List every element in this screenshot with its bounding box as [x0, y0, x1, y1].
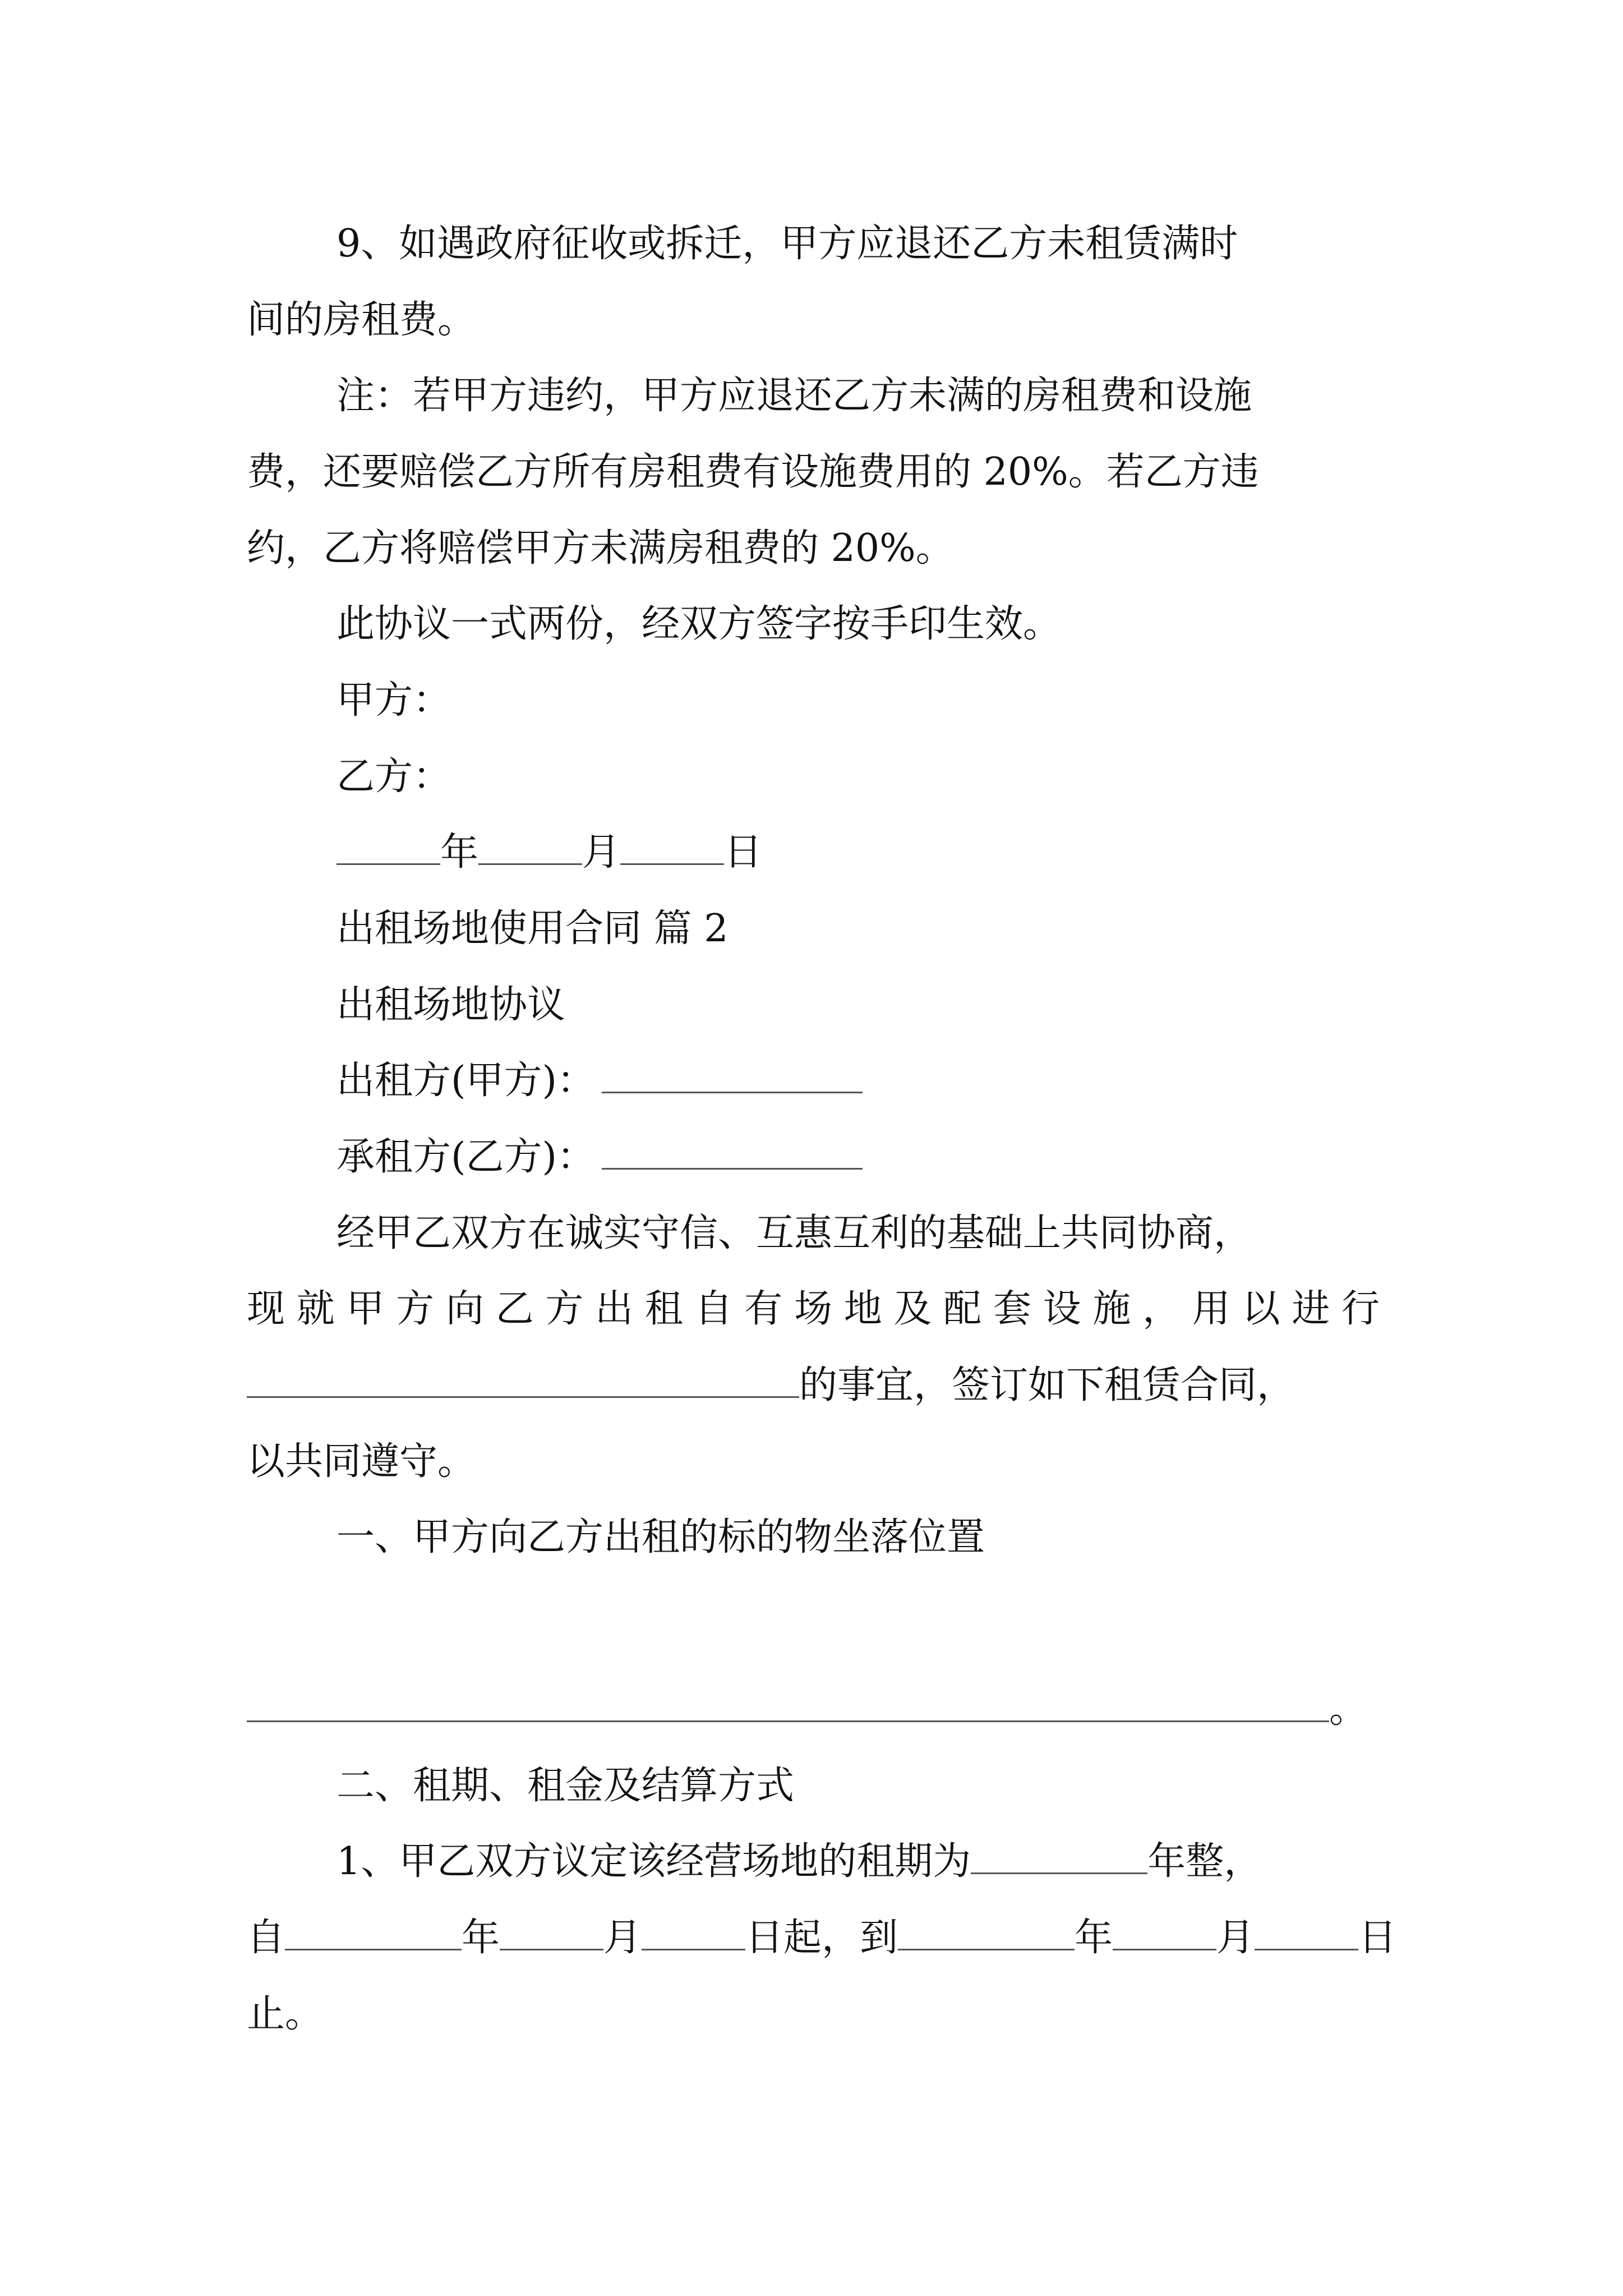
term-line-2 — [247, 1907, 1396, 1969]
term-text-before: 1、甲乙双方议定该经营场地的租期为 — [336, 1839, 971, 1884]
start-day-blank — [642, 1916, 745, 1950]
term-years-blank — [971, 1840, 1147, 1874]
effect-statement: 此协议一式两份，经双方签字按手印生效。 — [336, 602, 1062, 646]
start-month-blank — [500, 1916, 603, 1950]
month-label: 月 — [582, 830, 621, 875]
end-month-label: 月 — [1216, 1916, 1255, 1960]
lessor-label: 出租方(甲方)： — [336, 1059, 596, 1103]
note-line-2: 费，还要赔偿乙方所有房租费有设施费用的 20%。若乙方违 — [247, 450, 1259, 494]
start-year-blank — [285, 1916, 462, 1950]
note-line-1: 注：若甲方违约，甲方应退还乙方未满的房租费和设施 — [336, 374, 1252, 418]
party-b-label: 乙方： — [336, 754, 451, 799]
lessee-blank — [602, 1135, 863, 1170]
lessor-blank — [602, 1059, 863, 1093]
end-year-label: 年 — [1075, 1916, 1113, 1960]
term-text-after: 年整， — [1147, 1839, 1262, 1884]
term-line-3: 止。 — [247, 1992, 324, 2036]
intro-line-4: 以共同遵守。 — [247, 1439, 476, 1484]
year-blank — [336, 831, 440, 865]
lessor-line — [336, 1050, 863, 1112]
intro-line-3 — [247, 1355, 1295, 1416]
month-blank — [478, 831, 582, 865]
intro-text-3: 的事宜，签订如下租赁合同， — [799, 1363, 1295, 1407]
section-title: 出租场地使用合同 篇 2 — [336, 907, 728, 951]
term-heading: 二、租期、租金及结算方式 — [336, 1764, 795, 1808]
end-day-blank — [1255, 1916, 1358, 1950]
clause-9-line-1: 9、如遇政府征收或拆迁，甲方应退还乙方未租赁满时 — [336, 222, 1238, 266]
term-from: 自 — [247, 1916, 285, 1960]
purpose-blank — [247, 1364, 799, 1398]
end-year-blank — [898, 1916, 1075, 1950]
year-label: 年 — [440, 830, 479, 875]
start-day-label: 日起，到 — [745, 1916, 898, 1960]
location-blank — [247, 1688, 1329, 1722]
start-month-label: 月 — [603, 1916, 642, 1960]
intro-line-2: 现就甲方向乙方出租自有场地及配套设施，用以进行 — [247, 1287, 1380, 1331]
lessee-label: 承租方(乙方)： — [336, 1135, 596, 1179]
end-day-label: 日 — [1358, 1916, 1397, 1960]
location-end: 。 — [1329, 1687, 1368, 1732]
signature-date-line — [336, 822, 762, 884]
note-line-3: 约，乙方将赔偿甲方未满房租费的 20%。 — [247, 526, 954, 570]
start-year-label: 年 — [462, 1916, 500, 1960]
term-line-1 — [336, 1831, 1262, 1893]
location-line — [247, 1679, 1367, 1741]
clause-9-line-2: 间的房租费。 — [247, 298, 476, 342]
end-month-blank — [1113, 1916, 1216, 1950]
day-label: 日 — [724, 830, 763, 875]
day-blank — [620, 831, 724, 865]
intro-line-1 — [336, 1203, 1380, 1264]
location-heading: 一、甲方向乙方出租的标的物坐落位置 — [336, 1515, 985, 1559]
intro-text-1: 经甲乙双方在诚实守信、互惠互利的基础上共同协商， — [336, 1211, 1252, 1255]
lessee-line — [336, 1126, 863, 1188]
party-a-label: 甲方： — [336, 678, 451, 723]
agreement-title: 出租场地协议 — [336, 983, 566, 1027]
